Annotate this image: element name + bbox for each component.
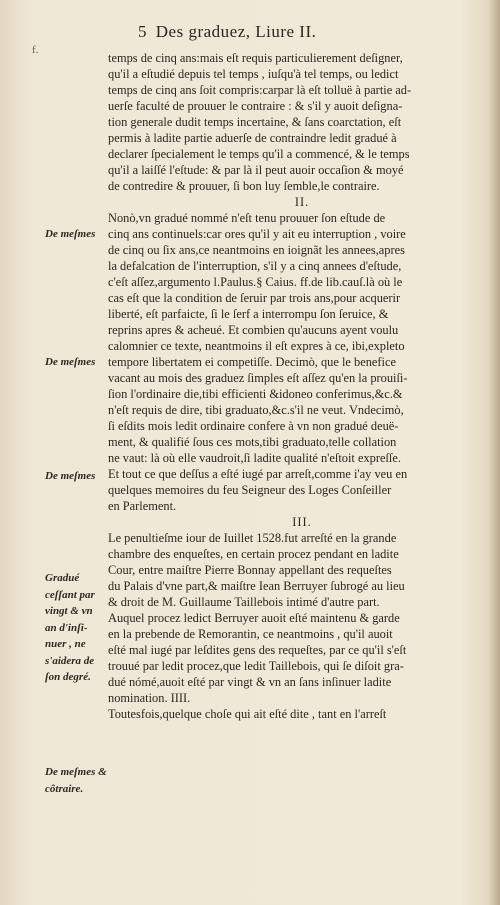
section-number: III.: [292, 515, 312, 529]
text-line: calomnier ce texte, neantmoins il eſt expres à ce, ibi,expleto: [108, 339, 405, 353]
margin-note: De meſmes: [45, 470, 96, 482]
text-line: & droit de M. Guillaume Taillebois intimé d'autre part.: [108, 595, 380, 609]
text-line: uerſe faculté de prouuer le contraire : & s'il y auoit deſigna-: [108, 99, 403, 113]
text-line: ſi eſdits mois ledit ordinaire confere à vn non gradué deuë-: [108, 419, 399, 433]
text-line: quelques memoires du feu Seigneur des Loges Conſeiller: [108, 483, 392, 497]
text-line: cas eſt que la condition de ſeruir par trois ans,pour acquerir: [108, 291, 401, 305]
body-text: [108, 50, 496, 722]
running-title: Des graduez, Liure II.: [155, 22, 317, 41]
text-line: qu'il a laiſſé l'eſtude: & par là il peut auoir occaſion & moyé: [108, 163, 404, 177]
text-line: tion generale dudit temps incertaine, & ſans coarctation, eſt: [108, 115, 402, 129]
section-number: II.: [294, 195, 310, 209]
text-line: ſion l'ordinaire die,tibi efficienti &idoneo conferimus,&c.&: [108, 387, 403, 401]
text-line: nomination. IIII.: [108, 691, 191, 705]
margin-note: De meſmes: [45, 228, 96, 240]
text-line: ne vaut: là où elle vaudroit,ſi ladite qualité n'eſtoit expreſſe.: [108, 451, 401, 465]
text-line: du Palais d'vne part,& maiſtre Iean Berruyer ſubrogé au lieu: [108, 579, 405, 593]
page-number: 5: [138, 22, 147, 41]
text-line: de contredire & prouuer, ſi bon luy ſemble,le contraire.: [108, 179, 380, 193]
text-line: temps de cinq ans ſoit compris:carpar là eſt tolluë à partie ad-: [108, 83, 412, 97]
text-line: permis à ladite partie aduerſe de contraindre ledit gradué à: [108, 131, 397, 145]
text-line: de cinq ou ſix ans,ce neantmoins en ioignãt les annees,apres: [108, 243, 405, 257]
text-line: dué nómé,auoit eſté par vingt & vn an ſans inſinuer ladite: [108, 675, 392, 689]
text-line: en Parlement.: [108, 499, 177, 513]
text-line: eſté mal iugé par leſdites gens des requeſtes, par ce qu'il s'eſt: [108, 643, 407, 657]
text-line: Et tout ce que deſſus a eſté iugé par arreſt,comme i'ay veu en: [108, 467, 408, 481]
text-line: tempore libertatem ei competiſſe. Decimò, que le benefice: [108, 355, 396, 369]
text-line: temps de cinq ans:mais eſt requis particulierement deſigner,: [108, 51, 403, 65]
text-line: la defalcation de l'interruption, s'il y a cinq annees d'eſtude,: [108, 259, 402, 273]
text-line: qu'il a eſtudié depuis tel temps , iuſqu'à tel temps, ou ledict: [108, 67, 399, 81]
text-line: ment, & qualifié ſous ces mots,tibi graduato,telle collation: [108, 435, 397, 449]
text-line: c'eſt aſſez,argumento l.Paulus.§ Caius. ff.de lib.cauſ.là où le: [108, 275, 403, 289]
text-line: en la prebende de Remorantin, ce neantmoins , qu'il auoit: [108, 627, 393, 641]
stray-mark: f.: [32, 44, 39, 56]
margin-note: De meſmes & côtraire.: [45, 766, 107, 795]
text-line: reprins apres & acheué. Et combien qu'aucuns ayent voulu: [108, 323, 399, 337]
text-line: liberté, eſt parfaicte, ſi le ſerf a interrompu ſon ſeruice, &: [108, 307, 389, 321]
text-line: cinq ans continuels:car ores qu'il y ait eu interruption , voire: [108, 227, 406, 241]
margin-note: De meſmes: [45, 356, 96, 368]
text-line: n'eſt requis de dire, tibi graduato,&c.s'il ne veut. Vndecimò,: [108, 403, 404, 417]
text-line: trouué par ledit procez,que ledit Taillebois, qui ſe diſoit gra-: [108, 659, 404, 673]
text-line: Le penultieſme iour de Iuillet 1528.fut arreſté en la grande: [108, 531, 397, 545]
text-line: Cour, entre maiſtre Pierre Bonnay appellant des requeſtes: [108, 563, 392, 577]
text-line: declarer ſpecialement le temps qu'il a commencé, & le temps: [108, 147, 410, 161]
text-line: Nonò,vn gradué nommé n'eſt tenu prouuer ſon eſtude de: [108, 211, 386, 225]
margin-note: Gradué ceſſant par vingt & vn an d'inſi- nuer , ne s'aidera de ſon degré.: [45, 572, 95, 683]
text-line: Toutesfois,quelque choſe qui ait eſté dite , tant en l'arreſt: [108, 707, 387, 721]
text-line: vacant au mois des graduez ſimples eſt aſſez qu'en la prouiſi-: [108, 371, 408, 385]
text-line: chambre des enqueſtes, en certain procez pendant en ladite: [108, 547, 399, 561]
running-header: [138, 22, 438, 42]
text-line: Auquel procez ledict Berruyer auoit eſté maintenu & garde: [108, 611, 400, 625]
